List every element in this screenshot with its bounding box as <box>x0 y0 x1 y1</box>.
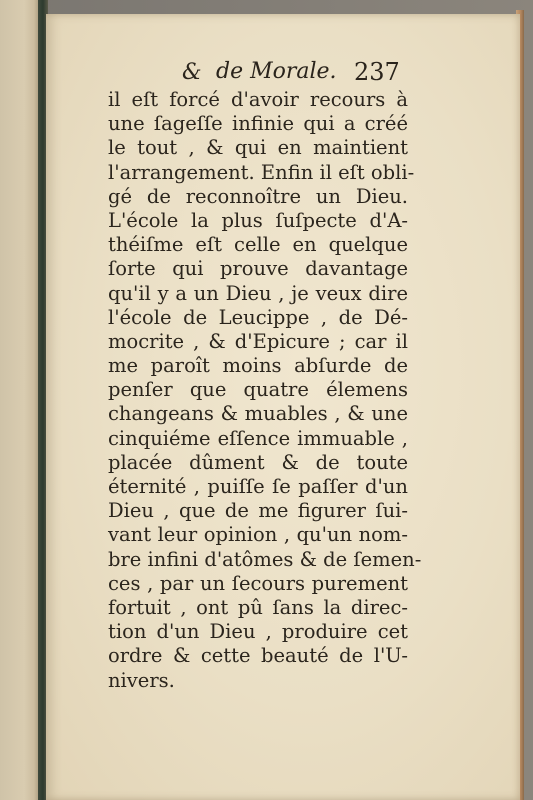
text-line: bre infini d'atômes & de ſemen- <box>108 547 422 571</box>
body-text <box>108 88 422 693</box>
text-line: qu'il y a un Dieu , je veux dire <box>108 281 408 305</box>
text-line: théiſme eſt celle en quelque <box>108 233 408 257</box>
text-line: fortuit , ont pû ſans la direc- <box>108 595 408 619</box>
page-number: 237 <box>354 58 400 86</box>
text-line: me paroît moins abſurde de <box>108 354 408 378</box>
text-line: gé de reconnoître un Dieu. <box>108 184 408 208</box>
text-line: nivers. <box>108 668 175 692</box>
text-line: il eſt forcé d'avoir recours à <box>108 88 408 111</box>
text-line: ſorte qui prouve davantage <box>108 257 408 281</box>
text-line: placée dûment & de toute <box>108 450 408 474</box>
text-line: mocrite , & d'Epicure ; car il <box>108 329 408 353</box>
text-line: une ſageſſe infinie qui a créé <box>108 112 408 136</box>
text-line: Dieu , que de me figurer ſui- <box>108 499 408 523</box>
page-header <box>136 56 406 88</box>
text-line: vant leur opinion , qu'un nom- <box>108 523 408 547</box>
text-line: L'école la plus ſuſpecte d'A- <box>108 208 408 232</box>
ampersand-ornament: & <box>182 60 202 85</box>
text-line: tion d'un Dieu , produire cet <box>108 620 408 644</box>
text-line: ordre & cette beauté de l'U- <box>108 644 408 668</box>
text-line: cinquiéme eſſence immuable , <box>108 426 408 450</box>
text-line: éternité , puiſſe ſe paſſer d'un <box>108 475 408 498</box>
text-line: changeans & muables , & une <box>108 402 408 426</box>
text-line: l'école de Leucippe , de Dé- <box>108 305 408 329</box>
text-line: ces , par un ſecours purement <box>108 571 408 595</box>
running-head: de Morale. <box>216 59 337 84</box>
text-line: l'arrangement. Enfin il eſt obli- <box>108 160 415 184</box>
text-line: penſer que quatre élemens <box>108 378 408 402</box>
text-line: le tout , & qui en maintient <box>108 136 408 160</box>
